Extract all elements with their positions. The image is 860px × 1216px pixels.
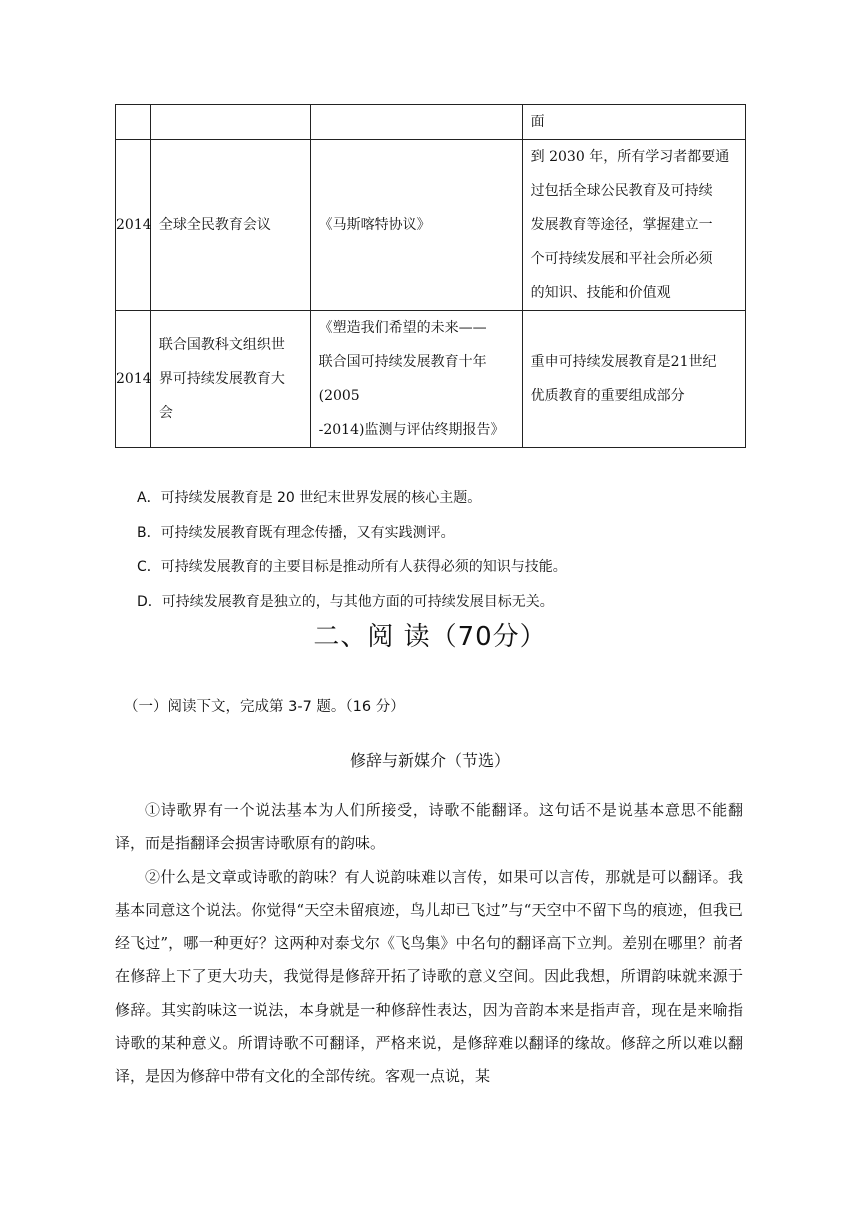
event-cell: 联合国教科文组织世 界可持续发展教育大 会 xyxy=(150,311,310,448)
content-cell: 面 xyxy=(522,105,745,140)
event-cell: 全球全民教育会议 xyxy=(150,140,310,311)
year-cell xyxy=(116,105,151,140)
option-a: A．可持续发展教育是 20 世纪末世界发展的核心主题。 xyxy=(137,490,482,506)
option-c: C．可持续发展教育的主要目标是推动所有人获得必须的知识与技能。 xyxy=(137,559,567,575)
event-cell xyxy=(150,105,310,140)
article-body xyxy=(115,794,743,1094)
year-cell: 2014 xyxy=(116,140,151,311)
option-d: D．可持续发展教育是独立的，与其他方面的可持续发展目标无关。 xyxy=(137,593,554,610)
table-row xyxy=(116,140,746,311)
answer-options xyxy=(137,481,567,619)
content-cell: 到 2030 年，所有学习者都要通 过包括全球公民教育及可持续 发展教育等途径，掌握建立一 个可持续发展和平社会所必须 的知识、技能和价值观 xyxy=(522,140,745,311)
events-table xyxy=(115,104,746,448)
article-title: 修辞与新媒介（节选） xyxy=(349,751,510,770)
part-heading: （一）阅读下文，完成第 3-7 题。（16 分） xyxy=(124,699,405,715)
section-title: 二、阅 读（70分） xyxy=(313,622,547,652)
year-cell: 2014 xyxy=(116,311,151,448)
document-cell: 《塑造我们希望的未来—— 联合国可持续发展教育十年 (2005 -2014)监测与评估终期报告》 xyxy=(310,311,522,448)
document-cell: 《马斯喀特协议》 xyxy=(310,140,522,311)
table-row xyxy=(116,105,746,140)
document-cell xyxy=(310,105,522,140)
paragraph: ②什么是文章或诗歌的韵味？有人说韵味难以言传，如果可以言传，那就是可以翻译。我基本同意这个说法。你觉得“天空未留痕迹，鸟儿却已飞过”与“天空中不留下鸟的痕迹，但我已经飞过”，哪一种更好？这两种对泰戈尔《飞鸟集》中名句的翻译高下立判。差别在哪里？前者在修辞上下了更大功夫，我觉得是修辞开拓了诗歌的意义空间。因此我想，所谓韵味就来源于修辞。其实韵味这一说法，本身就是一种修辞性表达，因为音韵本来是指声音，现在是来喻指诗歌的某种意义。所谓诗歌不可翻译，严格来说，是修辞难以翻译的缘故。修辞之所以难以翻译，是因为修辞中带有文化的全部传统。客观一点说，某 xyxy=(115,867,743,1086)
option-b: B．可持续发展教育既有理念传播，又有实践测评。 xyxy=(137,524,455,541)
table-row xyxy=(116,311,746,448)
paragraph: ①诗歌界有一个说法基本为人们所接受，诗歌不能翻译。这句话不是说基本意思不能翻译，而是指翻译会损害诗歌原有的韵味。 xyxy=(115,801,743,853)
content-cell: 重申可持续发展教育是21世纪 优质教育的重要组成部分 xyxy=(522,311,745,448)
